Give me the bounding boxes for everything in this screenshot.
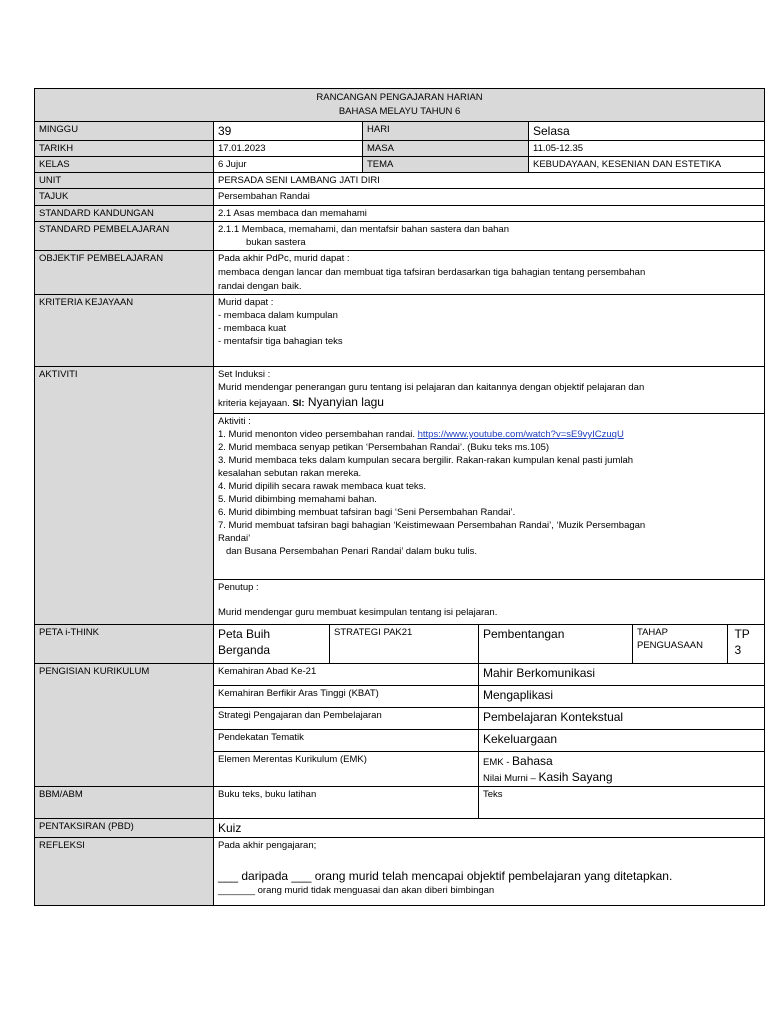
kriteria-label: KRITERIA KEJAYAAN — [35, 295, 214, 367]
tema-label: TEMA — [363, 157, 529, 173]
kurikulum-values — [479, 664, 765, 787]
si-label: SI: — [292, 398, 305, 409]
kriteria-item: - membaca dalam kumpulan — [218, 310, 338, 321]
kriteria-item: - membaca kuat — [218, 323, 287, 334]
kurikulum-item-name: Pendekatan Tematik — [214, 729, 478, 751]
hari-label: HARI — [363, 122, 529, 141]
aktiviti-value — [214, 367, 765, 625]
refleksi-intro: Pada akhir pengajaran; — [218, 840, 317, 851]
tahap-label-line1: TAHAP — [637, 627, 668, 638]
aktiviti-section — [214, 413, 764, 579]
unit-label: UNIT — [35, 173, 214, 189]
peta-label: PETA i-THINK — [35, 625, 214, 664]
peta-value — [214, 625, 330, 664]
standard-pembelajaran-label: STANDARD PEMBELAJARAN — [35, 222, 214, 251]
kurikulum-label: PENGISIAN KURIKULUM — [35, 664, 214, 787]
aktiviti-step: 7. Murid membuat tafsiran bagi bahagian ‘Keistimewaan Persembahan Randai’, ‘Muzik Persembagan — [218, 520, 646, 531]
standard-kandungan-label: STANDARD KANDUNGAN — [35, 206, 214, 222]
set-induksi-text: kriteria kejayaan. — [218, 398, 293, 409]
objektif-label: OBJEKTIF PEMBELAJARAN — [35, 251, 214, 295]
document-header — [35, 89, 765, 122]
strategi-value: Pembentangan — [479, 625, 633, 664]
tema-value: KEBUDAYAAN, KESENIAN DAN ESTETIKA — [529, 157, 765, 173]
standard-pembelajaran-value — [214, 222, 765, 251]
hari-value: Selasa — [529, 122, 765, 141]
kriteria-item: - mentafsir tiga bahagian teks — [218, 336, 343, 347]
tarikh-value: 17.01.2023 — [214, 141, 363, 157]
aktiviti-step: 4. Murid dipilih secara rawak membaca kuat teks. — [218, 481, 427, 492]
nilai-prefix: Nilai Murni – — [483, 773, 539, 784]
emk-value-text: Bahasa — [512, 754, 553, 768]
kriteria-value — [214, 295, 765, 367]
aktiviti-step: 2. Murid membaca senyap petikan ‘Persembahan Randai’. (Buku teks ms.105) — [218, 442, 550, 453]
kurikulum-item-name: Kemahiran Berfikir Aras Tinggi (KBAT) — [214, 685, 478, 707]
masa-label: MASA — [363, 141, 529, 157]
strategi-label: STRATEGI PAK21 — [330, 625, 479, 664]
kurikulum-item-name: Strategi Pengajaran dan Pembelajaran — [214, 707, 478, 729]
set-induksi-section — [214, 367, 764, 413]
tajuk-value: Persembahan Randai — [214, 189, 765, 206]
kriteria-intro: Murid dapat : — [218, 297, 274, 308]
aktiviti-title: Aktiviti : — [218, 416, 251, 427]
unit-value: PERSADA SENI LAMBANG JATI DIRI — [214, 173, 765, 189]
refleksi-value — [214, 838, 765, 906]
bbm-value: Buku teks, buku latihan — [214, 787, 479, 819]
aktiviti-step: 5. Murid dibimbing memahami bahan. — [218, 494, 377, 505]
pentaksiran-value: Kuiz — [214, 819, 765, 838]
nilai-value-text: Kasih Sayang — [538, 770, 613, 784]
kurikulum-item-value: Mengaplikasi — [479, 685, 764, 707]
refleksi-line1: ___ daripada ___ orang murid telah mencapai objektif pembelajaran yang ditetapkan. — [218, 869, 673, 883]
kurikulum-item-value: Kekeluargaan — [479, 729, 764, 751]
minggu-value: 39 — [214, 122, 363, 141]
pentaksiran-label: PENTAKSIRAN (PBD) — [35, 819, 214, 838]
kurikulum-item-name: Elemen Merentas Kurikulum (EMK) — [214, 751, 478, 786]
refleksi-line2: _______ orang murid tidak menguasai dan akan diberi bimbingan — [218, 885, 495, 896]
bbm-label: BBM/ABM — [35, 787, 214, 819]
set-induksi-title: Set Induksi : — [218, 369, 271, 380]
objektif-line1: membaca dengan lancar dan membuat tiga tafsiran berdasarkan tiga bahagian tentang persembahan — [218, 267, 646, 278]
aktiviti-step-text: 1. Murid menonton video persembahan randai. — [218, 429, 418, 440]
refleksi-label: REFLEKSI — [35, 838, 214, 906]
peta-value-line1: Peta Buih — [218, 627, 271, 641]
objektif-line2: randai dengan baik. — [218, 281, 302, 292]
emk-prefix: EMK - — [483, 757, 513, 768]
rph-table — [34, 88, 765, 906]
objektif-intro: Pada akhir PdPc, murid dapat : — [218, 253, 350, 264]
tahap-cell — [633, 625, 765, 664]
tahap-value: TP 3 — [734, 627, 750, 657]
kurikulum-item-value: Mahir Berkomunikasi — [483, 666, 596, 680]
tahap-label-line2: PENGUASAAN — [637, 640, 703, 651]
set-induksi-line2 — [218, 394, 760, 410]
aktiviti-step: dan Busana Persembahan Penari Randai’ dalam buku tulis. — [226, 546, 478, 557]
peta-value-line2: Berganda — [218, 643, 271, 657]
bbm-extra: Teks — [479, 787, 765, 819]
penutup-section — [214, 579, 764, 624]
kurikulum-item-value: Pembelajaran Kontekstual — [479, 707, 764, 729]
aktiviti-step — [218, 428, 760, 441]
penutup-line: Murid mendengar guru membuat kesimpulan tentang isi pelajaran. — [218, 607, 498, 618]
aktiviti-step: Randai’ — [218, 533, 251, 544]
kelas-label: KELAS — [35, 157, 214, 173]
kelas-value: 6 Jujur — [214, 157, 363, 173]
tahap-label — [633, 625, 728, 663]
si-value: Nyanyian lagu — [304, 395, 384, 409]
lesson-plan-sheet — [34, 88, 764, 906]
tarikh-label: TARIKH — [35, 141, 214, 157]
penutup-title: Penutup : — [218, 582, 259, 593]
video-link[interactable]: https://www.youtube.com/watch?v=sE9vyICzuqU — [417, 429, 624, 440]
tajuk-label: TAJUK — [35, 189, 214, 206]
standard-kandungan-value: 2.1 Asas membaca dan memahami — [214, 206, 765, 222]
header-title: RANCANGAN PENGAJARAN HARIAN — [316, 92, 483, 103]
objektif-value — [214, 251, 765, 295]
standard-pembelajaran-line2: bukan sastera — [246, 237, 306, 248]
standard-pembelajaran-line1: 2.1.1 Membaca, memahami, dan mentafsir bahan sastera dan bahan — [218, 224, 509, 235]
aktiviti-step: 6. Murid dibimbing membuat tafsiran bagi ‘Seni Persembahan Randai’. — [218, 507, 516, 518]
masa-value: 11.05-12.35 — [529, 141, 765, 157]
aktiviti-label: AKTIVITI — [35, 367, 214, 625]
set-induksi-line1: Murid mendengar penerangan guru tentang isi pelajaran dan kaitannya dengan objektif pelajaran dan — [218, 382, 645, 393]
aktiviti-step: kesalahan sebutan rakan mereka. — [218, 468, 362, 479]
minggu-label: MINGGU — [35, 122, 214, 141]
header-subtitle: BAHASA MELAYU TAHUN 6 — [338, 106, 461, 117]
emk-value — [479, 751, 764, 786]
aktiviti-step: 3. Murid membaca teks dalam kumpulan secara bergilir. Rakan-rakan kumpulan kenal pasti jumlah — [218, 455, 634, 466]
kurikulum-names — [214, 664, 479, 787]
kurikulum-item-name: Kemahiran Abad Ke-21 — [218, 666, 317, 677]
